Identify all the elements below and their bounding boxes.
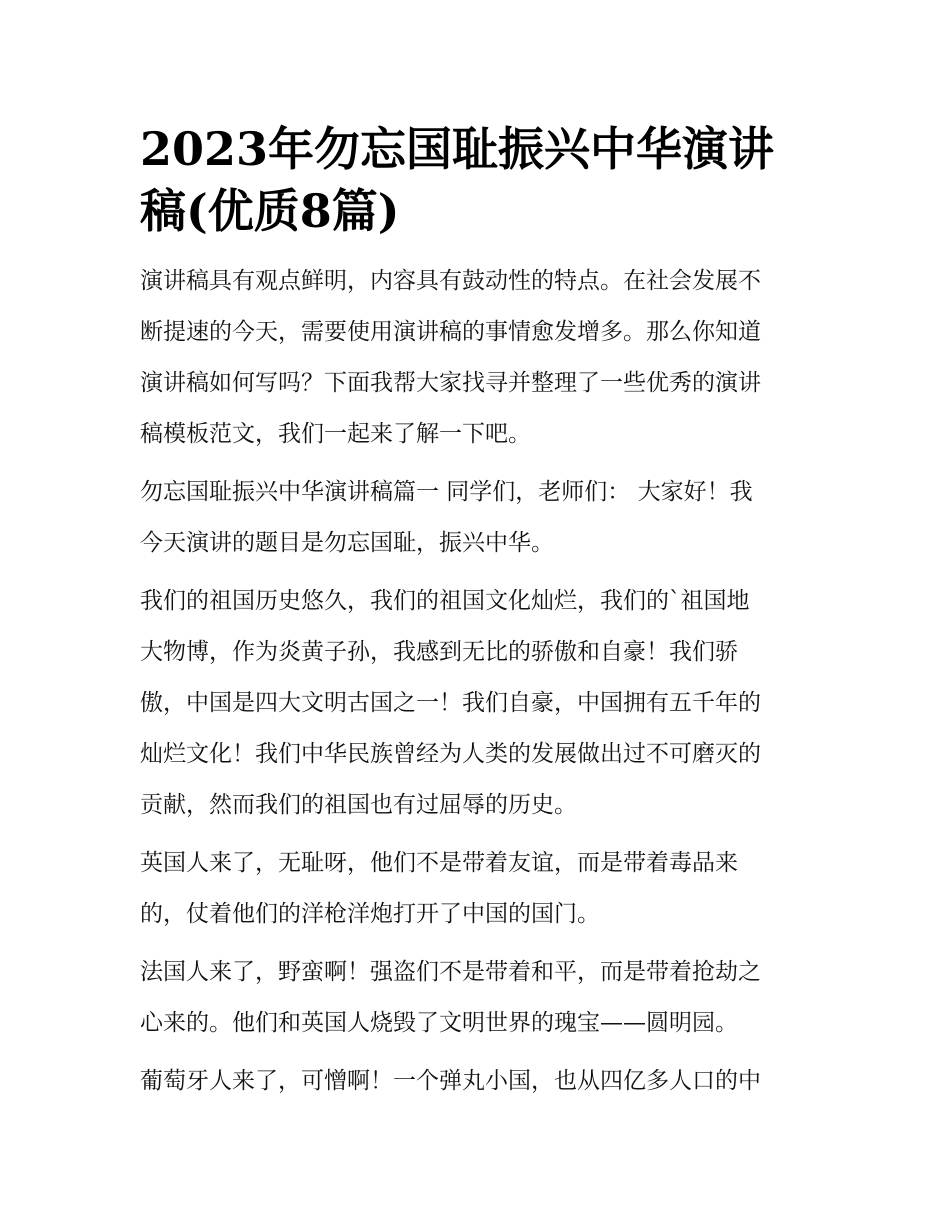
text-line: 勿忘国耻振兴中华演讲稿篇一 同学们，老师们： 大家好！我 [140,479,753,505]
paragraph-intro [140,256,820,460]
document-title [140,118,820,242]
text-line: 今天演讲的题目是勿忘国耻，振兴中华。 [140,530,554,556]
text-line: 灿烂文化！我们中华民族曾经为人类的发展做出过不可磨灭的 [140,741,761,767]
text-line: 葡萄牙人来了，可憎啊！一个弹丸小国，也从四亿多人口的中 [140,1068,761,1094]
text-line: 法国人来了，野蛮啊！强盗们不是带着和平，而是带着抢劫之 [140,959,761,985]
paragraph-greeting [140,467,820,569]
text-line: 我们的祖国历史悠久，我们的祖国文化灿烂，我们的`祖国地 [140,588,750,614]
text-line: 英国人来了，无耻呀，他们不是带着友谊，而是带着毒品来 [140,850,738,876]
text-line: 的，仗着他们的洋枪洋炮打开了中国的国门。 [140,901,600,927]
document-page [140,118,820,1114]
text-line: 演讲稿如何写吗？下面我帮大家找寻并整理了一些优秀的演讲 [140,370,761,396]
paragraph-history [140,576,820,831]
text-line: 断提速的今天，需要使用演讲稿的事情愈发增多。那么你知道 [140,319,761,345]
document-body [140,256,820,1107]
title-line: 稿(优质8篇) [140,184,400,238]
text-line: 演讲稿具有观点鲜明，内容具有鼓动性的特点。在社会发展不 [140,268,761,294]
paragraph-britain [140,838,820,940]
text-line: 心来的。他们和英国人烧毁了文明世界的瑰宝——圆明园。 [140,1010,738,1036]
text-line: 傲，中国是四大文明古国之一！我们自豪，中国拥有五千年的 [140,690,761,716]
paragraph-portugal [140,1056,820,1107]
title-line: 2023年勿忘国耻振兴中华演讲 [140,122,775,176]
text-line: 稿模板范文，我们一起来了解一下吧。 [140,421,531,447]
paragraph-france [140,947,820,1049]
text-line: 大物博，作为炎黄子孙，我感到无比的骄傲和自豪！我们骄 [140,639,738,665]
text-line: 贡献，然而我们的祖国也有过屈辱的历史。 [140,792,577,818]
